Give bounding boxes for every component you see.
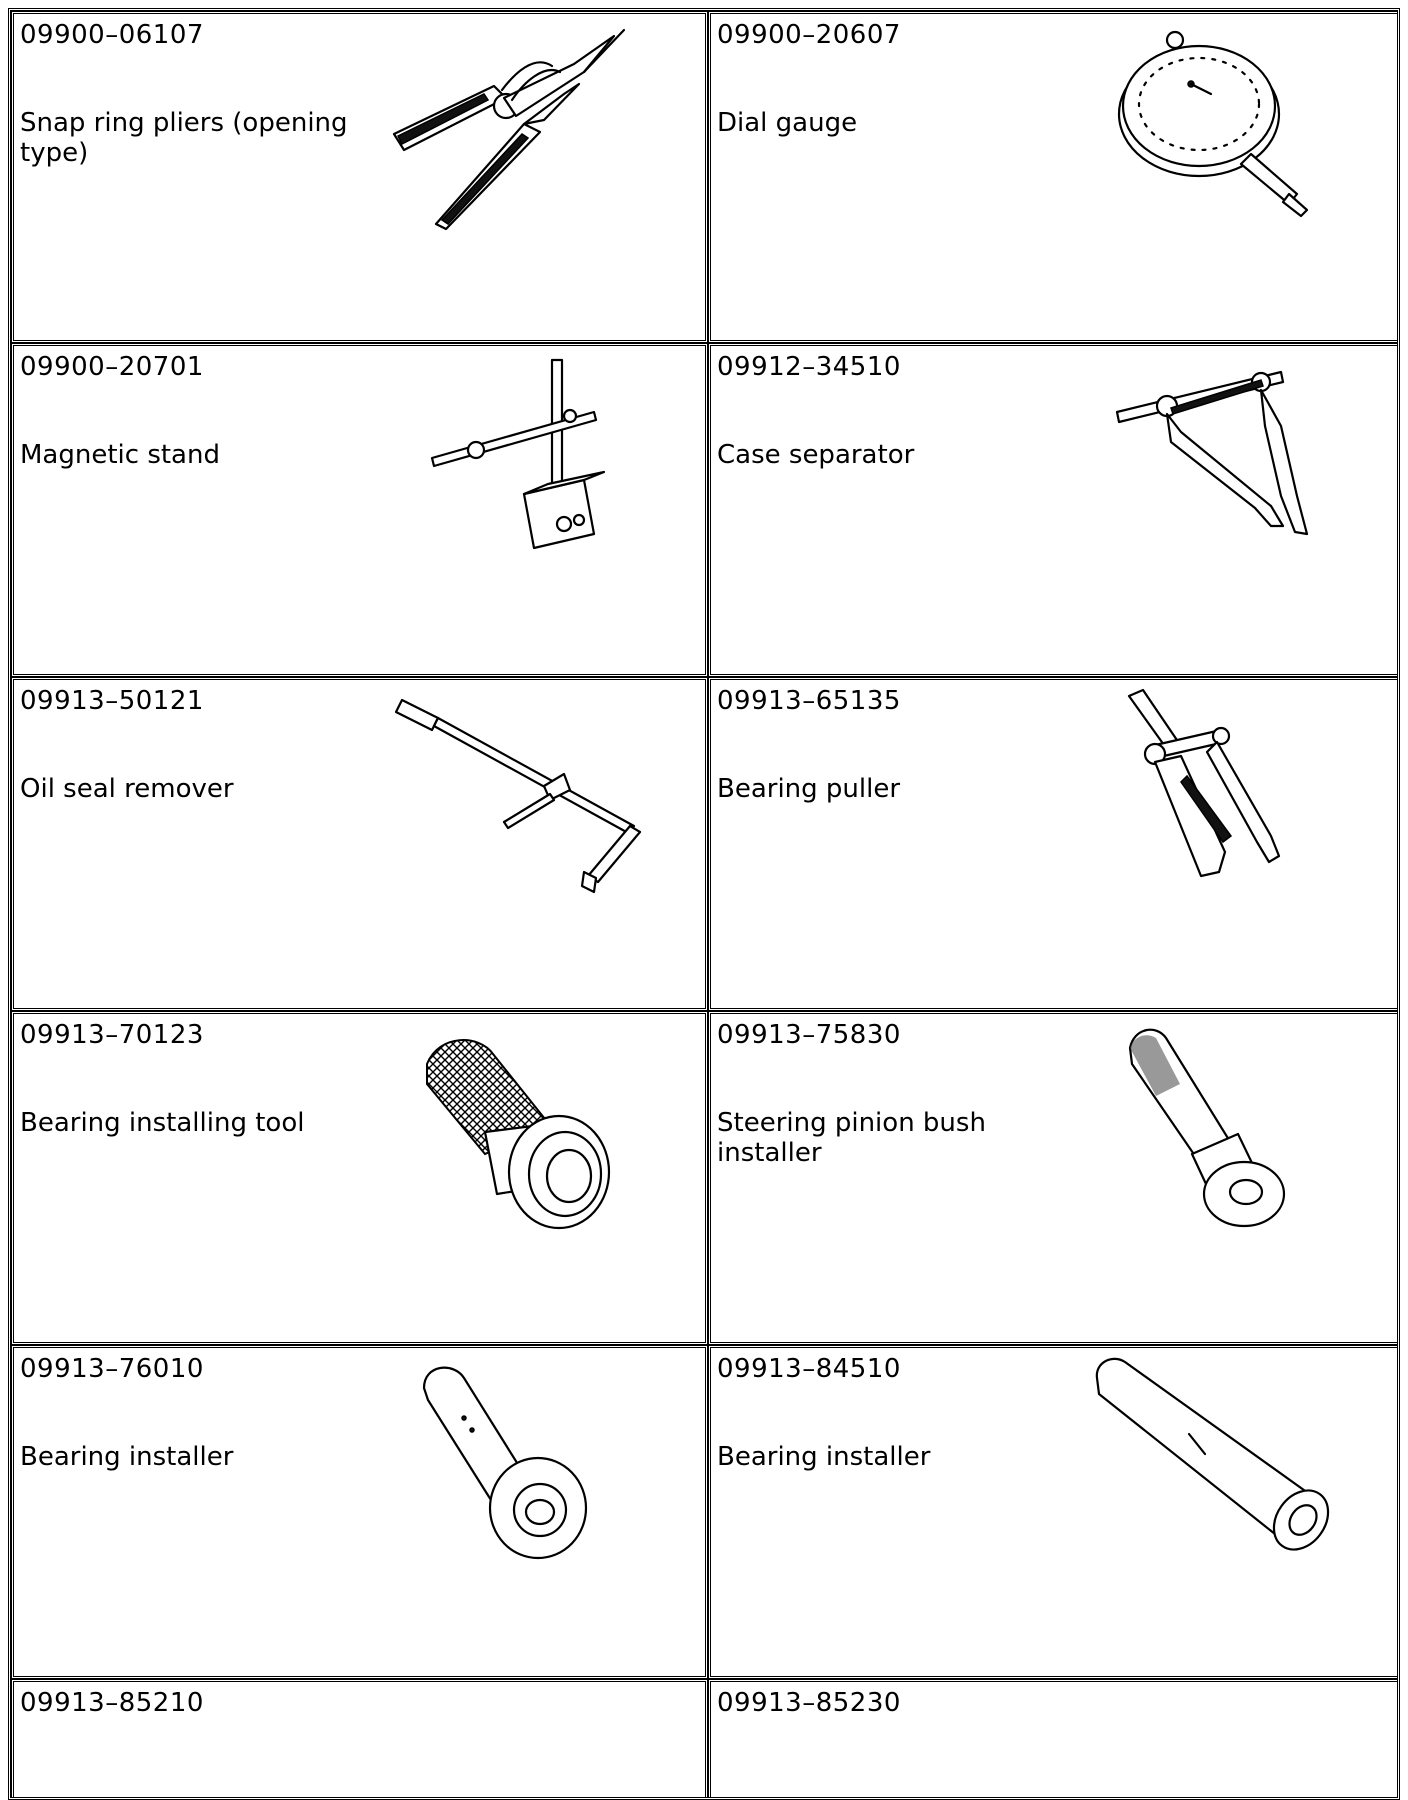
bearing-puller-icon <box>1121 686 1321 896</box>
tool-name: Steering pinion bush installer <box>717 1108 986 1168</box>
tool-cell <box>11 1679 708 1800</box>
tool-code: 09913–70123 <box>20 1020 204 1050</box>
tool-cell <box>708 11 1400 343</box>
tool-cell <box>11 1345 708 1679</box>
tool-code: 09900–20607 <box>717 20 901 50</box>
tool-code: 09913–50121 <box>20 686 204 716</box>
tool-code: 09913–85210 <box>20 1688 204 1718</box>
case-separator-icon <box>1111 356 1331 556</box>
tool-code: 09913–65135 <box>717 686 901 716</box>
tool-cell <box>11 1011 708 1345</box>
tool-name: Snap ring pliers (opening type) <box>20 108 348 168</box>
bearing-installing-tool-icon <box>409 1024 629 1234</box>
tool-name: Magnetic stand <box>20 440 220 470</box>
magnetic-stand-icon <box>424 356 624 556</box>
tool-cell <box>11 343 708 677</box>
bush-installer-icon <box>1116 1024 1316 1234</box>
tool-name: Bearing installing tool <box>20 1108 305 1138</box>
dial-gauge-icon <box>1111 24 1311 224</box>
tool-code: 09900–20701 <box>20 352 204 382</box>
special-tools-table <box>8 8 1400 1800</box>
tool-code: 09900–06107 <box>20 20 204 50</box>
tool-code: 09913–84510 <box>717 1354 901 1384</box>
tool-cell <box>708 343 1400 677</box>
snap-ring-pliers-icon <box>384 24 644 234</box>
oil-seal-remover-icon <box>394 686 654 896</box>
tool-code: 09912–34510 <box>717 352 901 382</box>
tool-name: Bearing installer <box>20 1442 234 1472</box>
tool-code: 09913–76010 <box>20 1354 204 1384</box>
tool-code: 09913–75830 <box>717 1020 901 1050</box>
tool-cell <box>708 1011 1400 1345</box>
bearing-installer-icon <box>414 1358 634 1568</box>
tool-name: Case separator <box>717 440 915 470</box>
tool-cell <box>708 1345 1400 1679</box>
tool-name: Bearing puller <box>717 774 901 804</box>
tool-name: Dial gauge <box>717 108 858 138</box>
tool-cell <box>11 677 708 1011</box>
tool-code: 09913–85230 <box>717 1688 901 1718</box>
tool-cell <box>708 1679 1400 1800</box>
tool-cell <box>11 11 708 343</box>
tool-cell <box>708 677 1400 1011</box>
tool-name: Oil seal remover <box>20 774 234 804</box>
tool-name: Bearing installer <box>717 1442 931 1472</box>
bearing-installer-long-icon <box>1089 1354 1339 1574</box>
